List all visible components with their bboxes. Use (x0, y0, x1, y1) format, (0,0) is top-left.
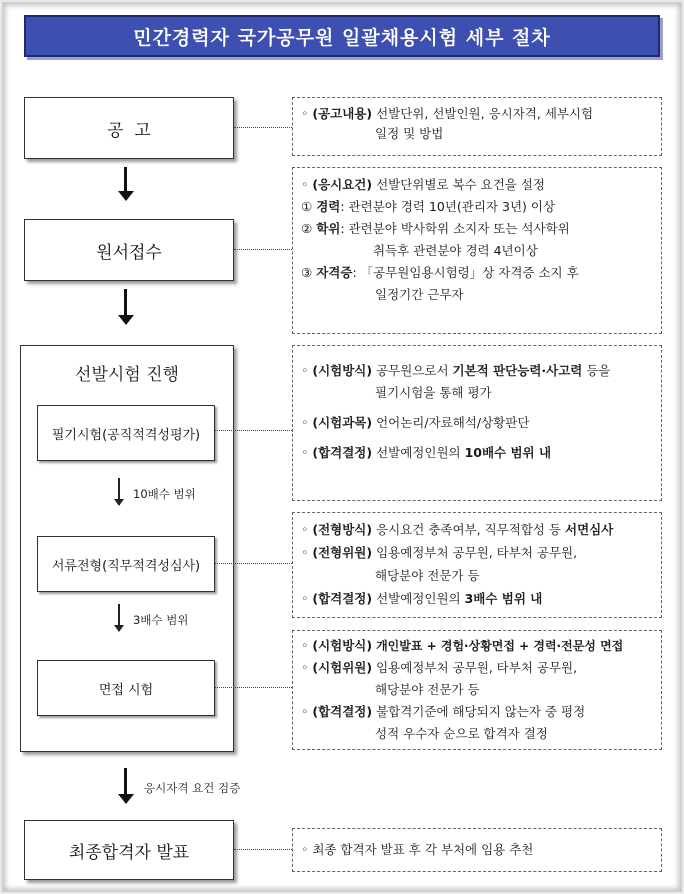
bullet: ◦ (301, 545, 309, 560)
info-text: 취득후 관련분야 경력 4년이상 (373, 243, 538, 258)
connector-final (234, 849, 292, 850)
step-announcement (24, 97, 234, 159)
connector-written (215, 430, 292, 431)
info-document-screening (292, 512, 662, 618)
info-text: : 관련분야 박사학위 소지자 또는 석사학위 (340, 221, 570, 236)
arrow-down-icon (118, 768, 134, 804)
item-number: ① (301, 199, 313, 214)
info-emphasis: 기본적 판단능력·사고력 (452, 363, 583, 378)
info-emphasis: 10배수 범위 내 (464, 445, 552, 460)
info-text: 최종 합격자 발표 후 각 부처에 임용 추천 (312, 842, 534, 857)
bullet: ◦ (301, 522, 309, 537)
info-tag: (합격결정) (312, 704, 373, 719)
step-final-announcement (24, 820, 234, 880)
bullet: ◦ (301, 638, 309, 653)
page-title: 민간경력자 국가공무원 일괄채용시험 세부 절차 (24, 15, 660, 57)
info-tag: (시험방식) (312, 363, 373, 378)
info-announcement (292, 97, 662, 156)
info-emphasis: 개인발표 + 경험·상황면접 + 경력·전문성 면접 (376, 639, 624, 653)
info-tag: 경력 (316, 199, 341, 214)
step-application (24, 219, 234, 281)
bullet: ◦ (301, 177, 309, 192)
info-tag: (전형위원) (312, 545, 373, 560)
info-text: 선발예정인원의 (376, 591, 465, 606)
arrow-down-icon (118, 289, 134, 325)
info-tag: (합격결정) (312, 445, 373, 460)
info-text: 일정기간 근무자 (375, 287, 464, 302)
step-interview-label: 면접 시험 (98, 682, 154, 698)
info-text: 해당분야 전문가 등 (375, 568, 480, 583)
info-written-exam (292, 345, 662, 501)
step-final-announcement-label: 최종합격자 발표 (68, 842, 190, 863)
bullet: ◦ (301, 415, 309, 430)
step-document-screening-label: 서류전형(직무적격성심사) (51, 558, 201, 574)
info-text: 언어논리/자료해석/상황판단 (376, 415, 530, 430)
step-announcement-label: 공 고 (107, 120, 151, 141)
step-written-exam-label: 필기시험(공직적격성평가) (51, 427, 201, 443)
info-tag: (응시요건) (312, 177, 373, 192)
info-tag: (공고내용) (312, 106, 373, 121)
info-text: 임용예정부처 공무원, 타부처 공무원, (376, 545, 578, 560)
item-number: ② (301, 221, 313, 236)
connector-application (234, 249, 292, 250)
step-document-screening (37, 536, 215, 592)
bullet: ◦ (301, 106, 309, 121)
step-application-label: 원서접수 (96, 242, 162, 263)
bullet: ◦ (301, 363, 309, 378)
info-text: 필기시험을 통해 평가 (375, 385, 492, 400)
info-text: 응시요건 충족여부, 직무적합성 등 (376, 522, 565, 537)
note-eligibility-check: 응시자격 요건 검증 (144, 781, 241, 795)
info-text: 선발예정인원의 (376, 445, 465, 460)
note-3x: 3배수 범위 (133, 613, 189, 627)
info-tag: (전형방식) (312, 522, 373, 537)
bullet: ◦ (301, 591, 309, 606)
bullet: ◦ (301, 660, 309, 675)
info-interview (292, 630, 662, 750)
note-10x: 10배수 범위 (133, 487, 196, 501)
info-tag: (시험방식) (312, 638, 373, 653)
step-interview (37, 660, 215, 716)
info-text: 성적 우수자 순으로 합격자 결정 (375, 726, 548, 741)
info-text: 일정 및 방법 (375, 126, 444, 141)
info-tag: (시험위원) (312, 660, 373, 675)
info-text: 선발단위, 선발인원, 응시자격, 세부시험 (376, 106, 594, 121)
info-text: 선발단위별로 복수 요건을 설정 (376, 177, 545, 192)
arrow-down-icon (114, 604, 124, 634)
info-text: 등을 (582, 363, 611, 378)
arrow-down-icon (114, 478, 124, 508)
info-text: 공무원으로서 (376, 363, 453, 378)
connector-document (215, 563, 292, 564)
info-tag: 자격증 (316, 265, 353, 280)
connector-interview (215, 687, 292, 688)
info-emphasis: 서면심사 (565, 522, 614, 537)
info-text: : 「공무원임용시험령」상 자격증 소지 후 (352, 265, 579, 280)
arrow-down-icon (118, 167, 134, 201)
info-text: 해당분야 전문가 등 (375, 682, 480, 697)
step-written-exam (37, 405, 215, 461)
info-text: 임용예정부처 공무원, 타부처 공무원, (376, 660, 578, 675)
bullet: ◦ (301, 704, 309, 719)
info-tag: 학위 (316, 221, 341, 236)
info-final (292, 828, 662, 872)
info-application (292, 167, 662, 334)
bullet: ◦ (301, 445, 309, 460)
item-number: ③ (301, 265, 313, 280)
info-emphasis: 3배수 범위 내 (464, 591, 543, 606)
bullet: ◦ (301, 842, 309, 857)
exam-group-title: 선발시험 진행 (75, 365, 179, 385)
info-tag: (시험과목) (312, 415, 373, 430)
info-tag: (합격결정) (312, 591, 373, 606)
info-text: : 관련분야 경력 10년(관리자 3년) 이상 (340, 199, 556, 214)
connector-announcement (234, 127, 292, 128)
info-text: 불합격기준에 해당되지 않는자 중 평정 (376, 704, 586, 719)
